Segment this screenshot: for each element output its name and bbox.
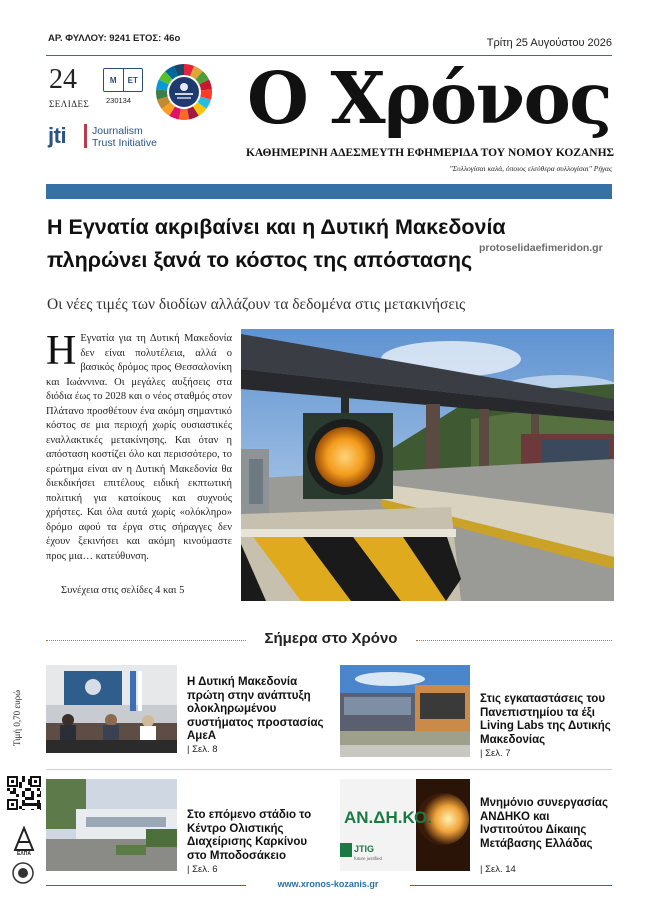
qr-cell — [31, 791, 34, 794]
svg-text:ΑΝ.ΔΗ.ΚΟ.: ΑΝ.ΔΗ.ΚΟ. — [344, 808, 432, 827]
lead-headline-line-2: πληρώνει ξανά το κόστος της απόστασης — [47, 248, 473, 272]
qr-cell — [7, 788, 10, 791]
jti-divider — [84, 124, 87, 148]
teaser-4-andiko-jtig-image[interactable] — [340, 779, 470, 871]
masthead-subtitle: ΚΑΘΗΜΕΡΙΝΗ ΑΔΕΣΜΕΥΤΗ ΕΦΗΜΕΡΙΔΑ ΤΟΥ ΝΟΜΟΥ ΚΟΖΑΝΗΣ — [245, 147, 615, 159]
pages-label: ΣΕΛΙΔΕΣ — [49, 99, 90, 109]
qr-cell — [13, 788, 16, 791]
qr-cell — [40, 803, 41, 806]
qr-cell — [25, 797, 28, 800]
qr-cell — [25, 788, 28, 791]
qr-cell — [40, 806, 41, 809]
footer-rule-right — [410, 885, 612, 886]
qr-cell — [31, 803, 34, 806]
svg-text:ΕΛΠΑ: ΕΛΠΑ — [17, 851, 31, 856]
qr-cell — [19, 806, 22, 809]
masthead-title: Ο Χρόνος — [246, 56, 612, 140]
qr-cell — [19, 785, 22, 788]
section-rule-left — [46, 640, 246, 641]
section-title: Σήμερα στο Χρόνο — [264, 630, 398, 647]
lead-deck: Οι νέες τιμές των διοδίων αλλάζουν τα δεδομένα στις μετακινήσεις — [47, 296, 466, 313]
qr-cell — [22, 791, 25, 794]
teaser-3-page: | Σελ. 6 — [187, 864, 218, 875]
lead-dropcap: Η — [46, 328, 77, 374]
qr-cell — [25, 803, 28, 806]
qr-cell — [37, 800, 40, 803]
section-rule-right — [416, 640, 612, 641]
met-right: ΕΤ — [127, 75, 138, 85]
footer-url-link[interactable]: www.xronos-kozanis.gr — [277, 879, 379, 889]
footer-rule-left — [46, 885, 246, 886]
lead-headline-line-1: Η Εγνατία ακριβαίνει και η Δυτική Μακεδονία — [47, 215, 506, 239]
header-blue-bar — [46, 184, 612, 199]
teaser-4-title[interactable]: Μνημόνιο συνεργασίας ΑΝΔΗΚΟ και Ινστιτούτου Δίκαιης Μετάβασης Ελλάδας — [480, 797, 608, 850]
qr-cell — [22, 809, 25, 810]
met-left: Μ — [104, 69, 124, 91]
qr-cell — [37, 803, 40, 806]
teaser-1-page: | Σελ. 8 — [187, 744, 218, 755]
media-compact-logo — [155, 63, 213, 121]
qr-cell — [13, 791, 16, 794]
teaser-3-title[interactable]: Στο επόμενο στάδιο το Κέντρο Ολιστικής Διαχείρισης Καρκίνου στο Μποδοσάκειο — [187, 809, 312, 862]
emblem-icon — [12, 862, 34, 884]
qr-cell — [10, 791, 13, 794]
teaser-2-photo[interactable] — [340, 665, 470, 757]
masthead-motto: "Συλλογίσαι καλά, όποιος ελεύθερα συλλογίσαι" Ρήγας — [449, 164, 612, 173]
teaser-2-page: | Σελ. 7 — [480, 748, 511, 759]
qr-code[interactable] — [7, 776, 41, 810]
met-number: 230134 — [106, 96, 132, 105]
qr-cell — [31, 794, 34, 797]
teaser-1-photo[interactable] — [46, 665, 177, 753]
jti-line-1: Journalism — [92, 125, 143, 137]
qr-cell — [37, 806, 40, 809]
teaser-4-page: | Σελ. 14 — [480, 864, 516, 875]
qr-cell — [40, 791, 41, 794]
lead-body-text: Εγνατία για τη Δυτική Μακεδονία δεν είναι πολυτέλεια, αλλά ο βασικός δρόμος προς Θεσσαλονίκη και Ιωάννινα. Οι μεγάλες αυξήσεις στα διόδια έως το 2028 και ο νέος σταθμός στον Πλάτανο προσθέτουν ένα ακόμη σημαντικό κόστος σε μια περιοχή χωρίς ουσιαστικές εναλλακτικές μετακίνησης. Και όταν η απόσταση κοστίζει όλο και περισσότερο, το ερώτημα είναι αν η Δυτική Μακεδονία θα διεκδικήσει επιτέλους ειδική εκπτωτική πολιτική για κατοίκους και συχνούς χρήστες. Και όλα αυτά χωρίς «ολόκληρο» δρόμο αφού τα έργα στις σήραγγες δεν έχουν ξεκινήσει και ακόμη κινούμαστε προς μια… κατεύθυνση. — [46, 333, 232, 562]
qr-cell — [16, 794, 19, 797]
qr-cell — [22, 803, 25, 806]
pages-count: 24 — [49, 64, 77, 95]
qr-cell — [37, 788, 40, 791]
qr-cell — [40, 809, 41, 810]
qr-cell — [40, 794, 41, 797]
lead-body — [46, 328, 232, 564]
teaser-3-photo[interactable] — [46, 779, 177, 871]
qr-cell — [22, 794, 25, 797]
qr-cell — [31, 809, 34, 810]
qr-cell — [19, 782, 22, 785]
svg-text:JTIG: JTIG — [354, 844, 375, 854]
svg-text:future justified: future justified — [354, 856, 383, 861]
toll-station-photo[interactable] — [241, 329, 614, 601]
qr-cell — [22, 779, 25, 782]
qr-cell — [28, 788, 31, 791]
qr-cell — [22, 776, 25, 779]
lead-continues[interactable]: Συνέχεια στις σελίδες 4 και 5 — [61, 585, 185, 596]
ellpa-logo — [11, 824, 37, 856]
price-label: Τιμή 0,70 ευρώ — [12, 690, 22, 747]
teaser-2-title[interactable]: Στις εγκαταστάσεις του Πανεπιστημίου τα έξι Living Labs της Δυτικής Μακεδονίας — [480, 693, 611, 746]
teaser-1-title[interactable]: Η Δυτική Μακεδονία πρώτη στην ανάπτυξη ολοκληρωμένου συστήματος προστασίας ΑμεΑ — [187, 676, 324, 742]
site-watermark: protoselidaefimeridon.gr — [479, 242, 603, 254]
qr-cell — [22, 800, 25, 803]
issue-line: ΑΡ. ΦΥΛΛΟΥ: 9241 ΕΤΟΣ: 46ο — [48, 33, 181, 44]
met-registry-logo — [103, 68, 143, 92]
qr-cell — [28, 803, 31, 806]
qr-cell — [34, 803, 37, 806]
jti-line-2: Trust Initiative — [92, 137, 157, 149]
qr-cell — [31, 797, 34, 800]
qr-cell — [37, 794, 40, 797]
jti-text — [92, 125, 157, 149]
issue-date: Τρίτη 25 Αυγούστου 2026 — [486, 37, 612, 49]
qr-cell — [28, 797, 31, 800]
jti-logo: jti — [48, 123, 67, 148]
teaser-divider — [46, 769, 612, 770]
